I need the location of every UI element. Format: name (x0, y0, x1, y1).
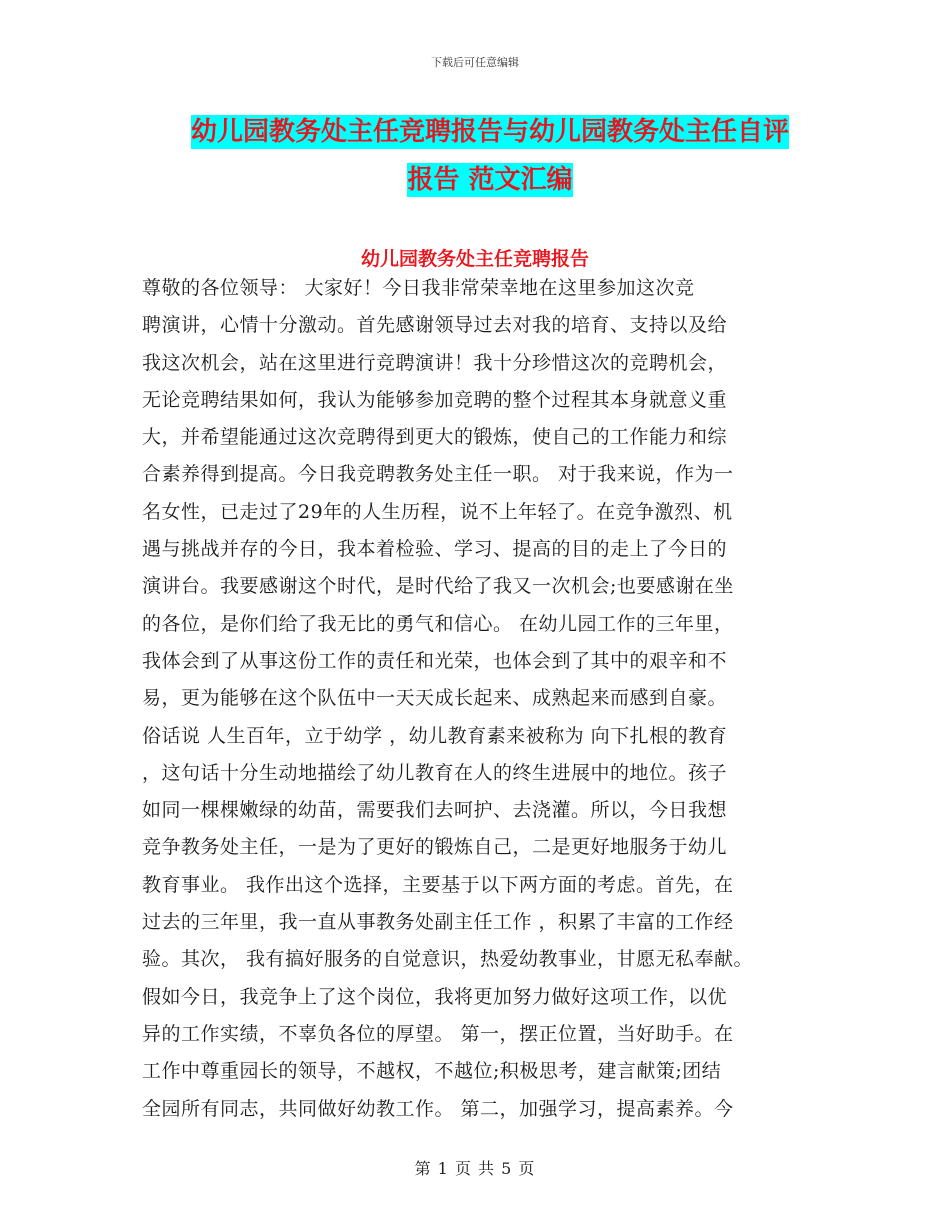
body-line: 教育事业。 我作出这个选择，主要基于以下两方面的考虑。首先，在 (142, 873, 734, 896)
body-line: 俗话说 人生百年，立于幼学 ，幼儿教育素来被称为 向下扎根的教育 (142, 724, 728, 747)
body-line: 合素养得到提高。今日我竞聘教务处主任一职。 对于我来说，作为一 (142, 463, 734, 486)
body-text (142, 270, 822, 1128)
body-line: 名女性，已走过了29年的人生历程，说不上年轻了。在竞争激烈、机 (142, 500, 733, 523)
body-line: 假如今日，我竞争上了这个岗位，我将更加努力做好这项工作，以优 (142, 985, 728, 1008)
body-line: 全园所有同志，共同做好幼教工作。 第二，加强学习，提高素养。今 (142, 1097, 734, 1120)
body-line: 过去的三年里，我一直从事教务处副主任工作 ，积累了丰富的工作经 (142, 911, 734, 934)
body-line: 易，更为能够在这个队伍中一天天成长起来、成熟起来而感到自豪。 (142, 687, 728, 710)
body-line: 无论竞聘结果如何，我认为能够参加竞聘的整个过程其本身就意义重 (142, 388, 728, 411)
body-line: 异的工作实绩，不辜负各位的厚望。 第一，摆正位置，当好助手。在 (142, 1022, 734, 1045)
body-line: 工作中尊重园长的领导，不越权，不越位;积极思考，建言献策;团结 (142, 1060, 722, 1083)
body-line: 演讲台。我要感谢这个时代，是时代给了我又一次机会;也要感谢在坐 (142, 575, 734, 598)
body-line: 遇与挑战并存的今日，我本着检验、学习、提高的目的走上了今日的 (142, 538, 728, 561)
body-line: 的各位，是你们给了我无比的勇气和信心。 在幼儿园工作的三年里， (142, 612, 734, 635)
document-title (140, 108, 840, 204)
body-line: 竞争教务处主任，一是为了更好的锻炼自己，二是更好地服务于幼儿 (142, 836, 728, 859)
document-title-line-2: 报告 范文汇编 (407, 165, 573, 195)
body-line: ，这句话十分生动地描绘了幼儿教育在人的终生进展中的地位。孩子 (142, 761, 728, 784)
page-footer: 第 1 页 共 5 页 (414, 1159, 536, 1178)
body-line: 尊敬的各位领导： 大家好！今日我非常荣幸地在这里参加这次竞 (142, 277, 695, 299)
body-line: 聘演讲，心情十分激动。首先感谢领导过去对我的培育、支持以及给 (142, 314, 728, 337)
body-line: 我这次机会，站在这里进行竞聘演讲！我十分珍惜这次的竞聘机会， (142, 351, 728, 374)
document-title-line-1: 幼儿园教务处主任竞聘报告与幼儿园教务处主任自评 (190, 117, 789, 147)
body-line: 验。其次， 我有搞好服务的自觉意识，热爱幼教事业，甘愿无私奉献。 (142, 948, 754, 971)
body-line: 我体会到了从事这份工作的责任和光荣，也体会到了其中的艰辛和不 (142, 649, 728, 672)
header-note: 下载后可任意编辑 (431, 56, 519, 69)
body-line: 如同一棵棵嫩绿的幼苗，需要我们去呵护、去浇灌。所以，今日我想 (142, 799, 728, 822)
section-title: 幼儿园教务处主任竞聘报告 (360, 248, 589, 270)
body-line: 大，并希望能通过这次竞聘得到更大的锻炼，使自己的工作能力和综 (142, 426, 728, 449)
